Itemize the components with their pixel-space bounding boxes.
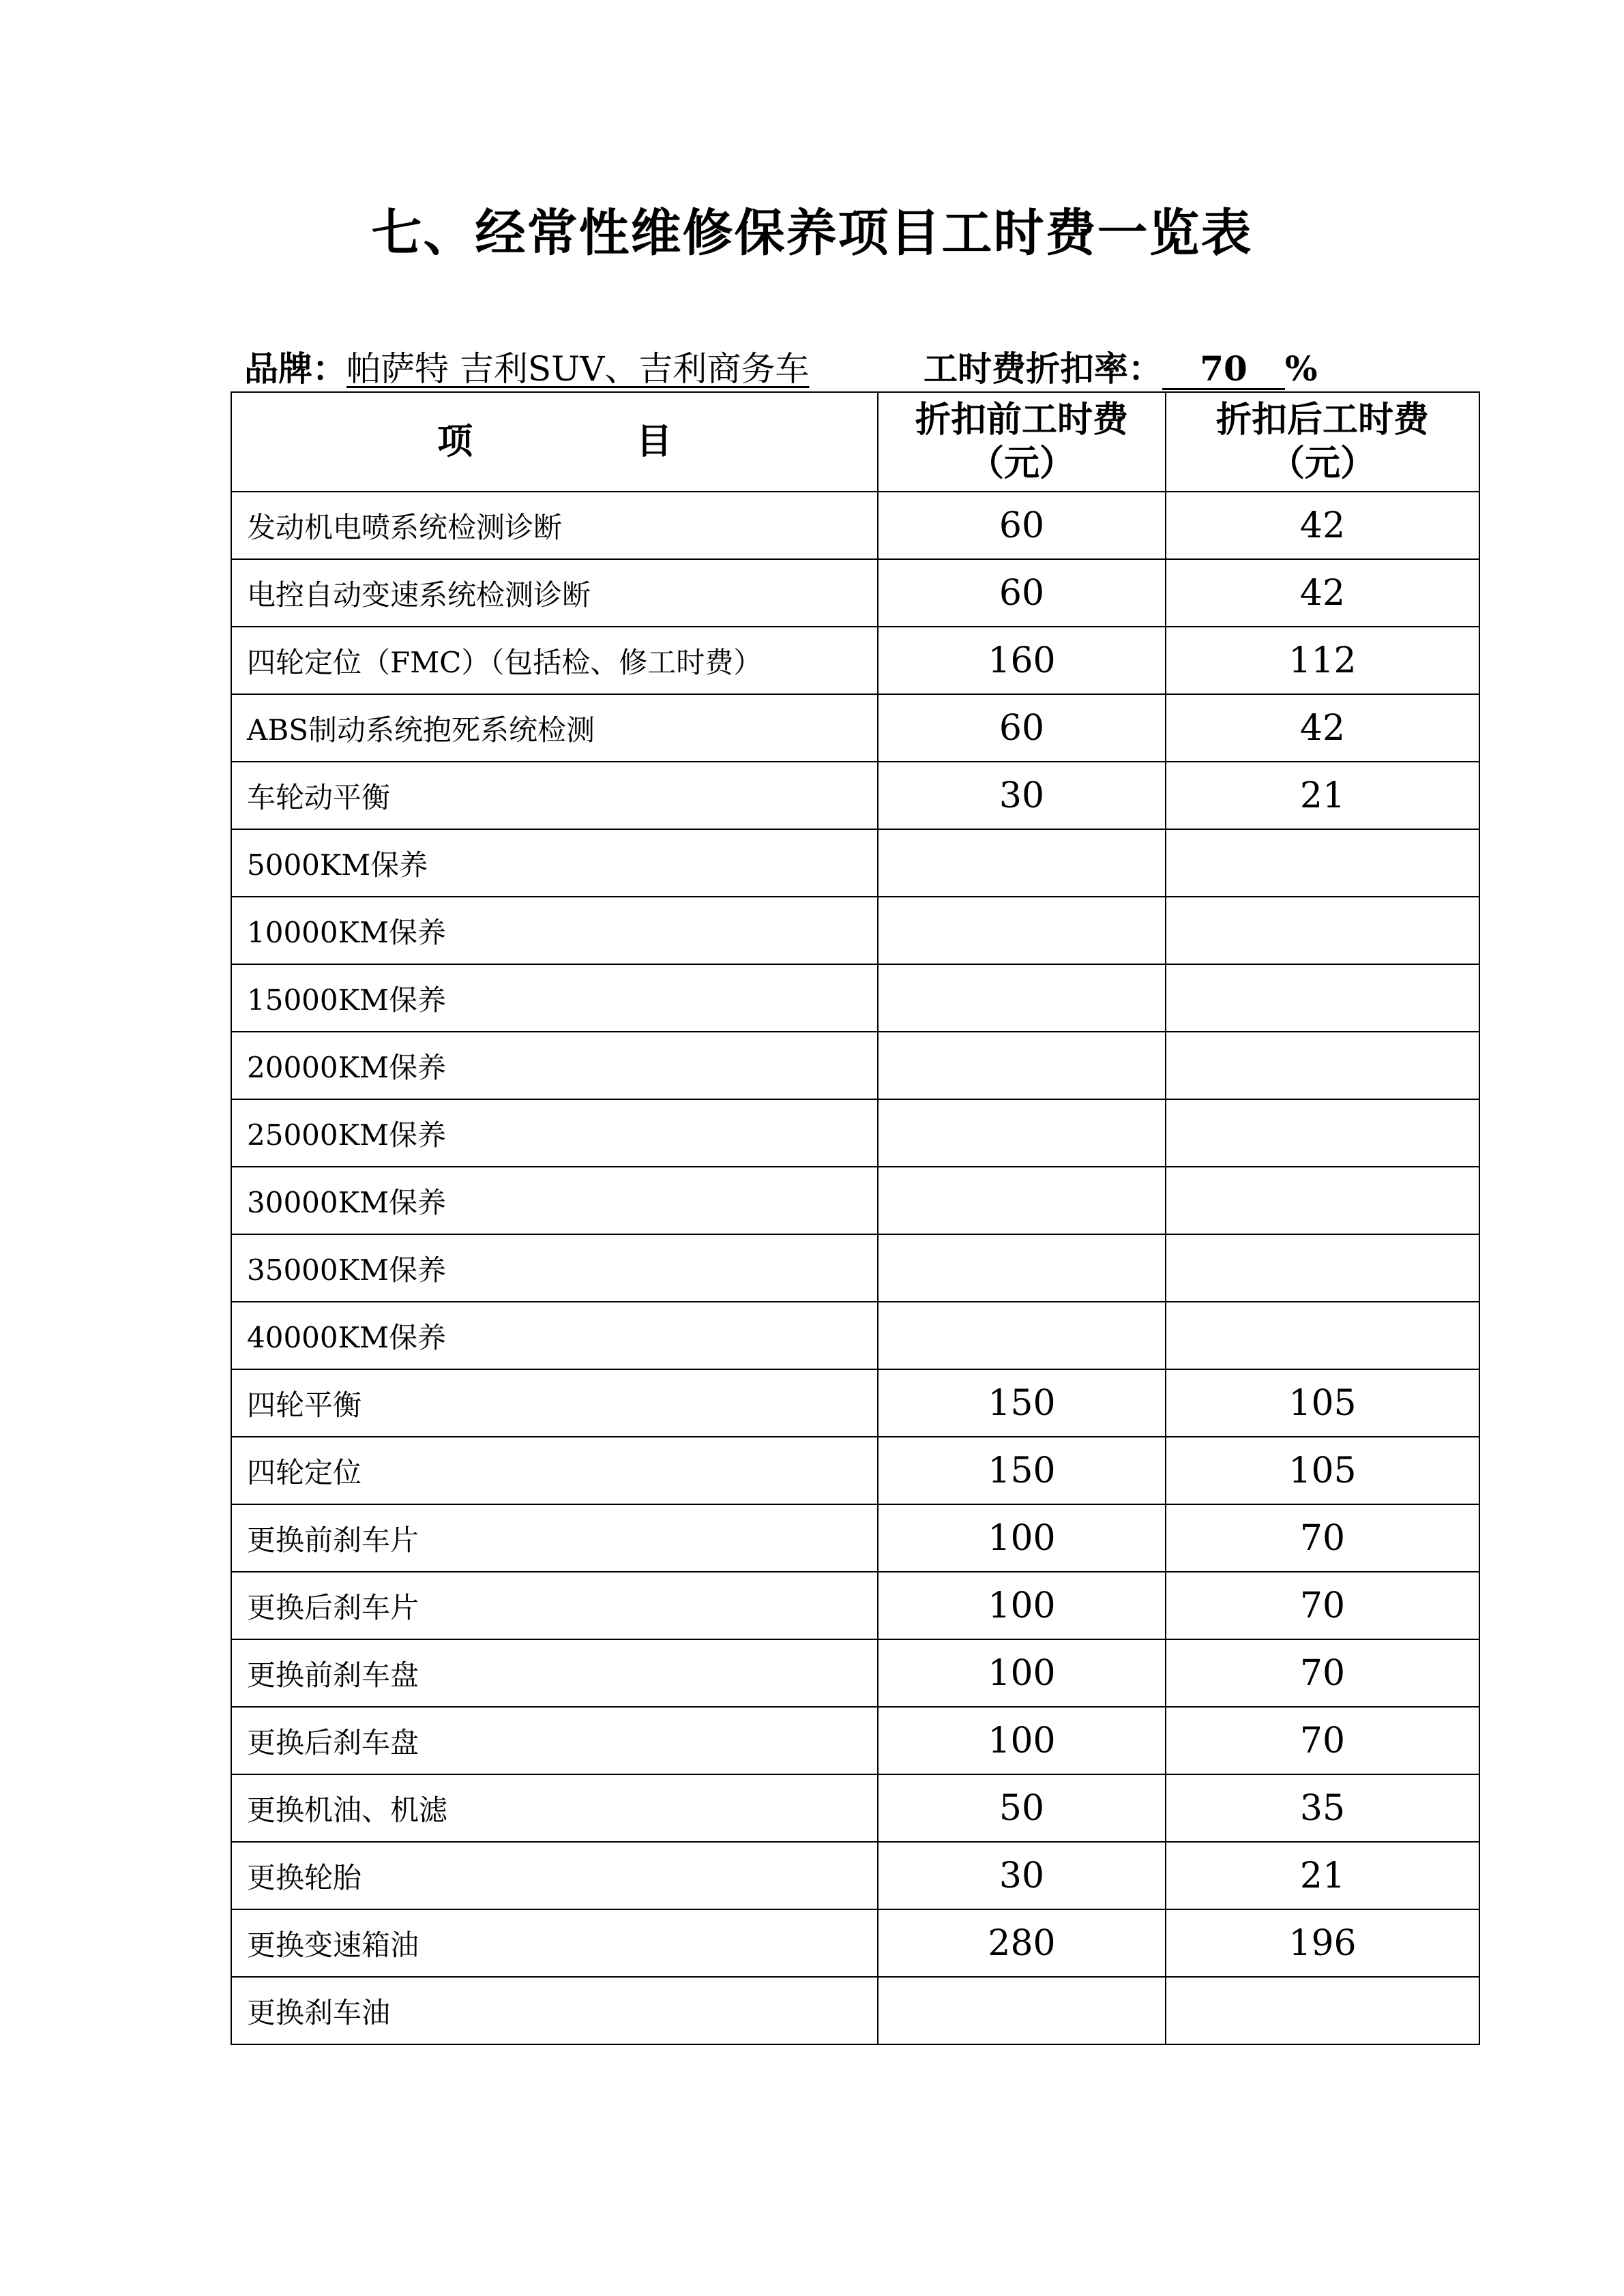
row-fee-before-cell: 30 <box>878 762 1166 829</box>
table-row <box>231 492 1479 559</box>
row-item-cell: 30000KM保养 <box>231 1167 878 1234</box>
header-item-label: 项目 <box>437 421 836 462</box>
row-item-cell: 更换机油、机滤 <box>231 1774 878 1842</box>
row-fee-after-cell: 70 <box>1166 1572 1479 1639</box>
row-fee-after-cell: 21 <box>1166 762 1479 829</box>
table-row <box>231 1977 1479 2044</box>
table-header-row <box>231 392 1479 492</box>
row-fee-before-cell: 100 <box>878 1639 1166 1707</box>
row-fee-before-cell: 30 <box>878 1842 1166 1909</box>
row-fee-before-cell <box>878 1032 1166 1099</box>
table-row <box>231 559 1479 627</box>
row-item-cell: 车轮动平衡 <box>231 762 878 829</box>
row-fee-before-cell <box>878 964 1166 1032</box>
table-row <box>231 1639 1479 1707</box>
row-fee-before-cell <box>878 829 1166 897</box>
row-item-cell: 5000KM保养 <box>231 829 878 897</box>
row-item-cell: 更换轮胎 <box>231 1842 878 1909</box>
row-fee-before-cell: 280 <box>878 1909 1166 1977</box>
row-item-cell: 更换前刹车片 <box>231 1504 878 1572</box>
row-fee-after-cell <box>1166 1977 1479 2044</box>
table-row <box>231 1302 1479 1369</box>
brand-info <box>244 345 809 393</box>
table-row <box>231 1032 1479 1099</box>
row-fee-after-cell <box>1166 1234 1479 1302</box>
row-fee-before-cell <box>878 897 1166 964</box>
row-fee-before-cell: 60 <box>878 694 1166 762</box>
row-item-cell: 发动机电喷系统检测诊断 <box>231 492 878 559</box>
row-item-cell: 四轮平衡 <box>231 1369 878 1437</box>
table-body <box>231 492 1479 2044</box>
header-fee-before-unit: （元） <box>968 443 1075 484</box>
header-fee-before-discount <box>878 392 1166 492</box>
row-item-cell: 更换变速箱油 <box>231 1909 878 1977</box>
brand-label: 品牌： <box>244 348 346 389</box>
discount-rate-unit: % <box>1285 348 1318 389</box>
row-fee-before-cell: 60 <box>878 492 1166 559</box>
row-fee-before-cell: 100 <box>878 1707 1166 1774</box>
table-row <box>231 1842 1479 1909</box>
header-fee-before-label: 折扣前工时费 <box>915 399 1128 441</box>
row-item-cell: 四轮定位（FMC）（包括检、修工时费） <box>231 627 878 694</box>
row-item-cell: 35000KM保养 <box>231 1234 878 1302</box>
row-fee-after-cell: 196 <box>1166 1909 1479 1977</box>
row-item-cell: 四轮定位 <box>231 1437 878 1504</box>
discount-rate-info <box>924 345 1318 393</box>
row-fee-after-cell <box>1166 829 1479 897</box>
labor-fee-table <box>231 391 1480 2045</box>
header-item <box>231 392 878 492</box>
table-row <box>231 1167 1479 1234</box>
row-fee-after-cell: 21 <box>1166 1842 1479 1909</box>
row-fee-before-cell: 60 <box>878 559 1166 627</box>
row-item-cell: 更换后刹车片 <box>231 1572 878 1639</box>
row-item-cell: 15000KM保养 <box>231 964 878 1032</box>
table-row <box>231 1909 1479 1977</box>
row-fee-after-cell <box>1166 1032 1479 1099</box>
row-fee-after-cell <box>1166 1099 1479 1167</box>
row-fee-after-cell: 105 <box>1166 1369 1479 1437</box>
row-fee-after-cell <box>1166 1302 1479 1369</box>
table-row <box>231 627 1479 694</box>
table-row <box>231 1369 1479 1437</box>
row-fee-after-cell <box>1166 897 1479 964</box>
row-fee-after-cell: 70 <box>1166 1707 1479 1774</box>
table-row <box>231 1437 1479 1504</box>
header-fee-after-label: 折扣后工时费 <box>1215 399 1429 441</box>
row-fee-after-cell: 42 <box>1166 492 1479 559</box>
page-title: 七、经常性维修保养项目工时费一览表 <box>371 204 1253 263</box>
row-fee-after-cell: 35 <box>1166 1774 1479 1842</box>
table-row <box>231 694 1479 762</box>
row-item-cell: 更换后刹车盘 <box>231 1707 878 1774</box>
table-row <box>231 1099 1479 1167</box>
table-row <box>231 1234 1479 1302</box>
discount-rate-value: 70 <box>1162 350 1285 390</box>
row-fee-after-cell: 42 <box>1166 559 1479 627</box>
row-item-cell: 25000KM保养 <box>231 1099 878 1167</box>
header-fee-after-discount <box>1166 392 1479 492</box>
row-fee-before-cell: 100 <box>878 1572 1166 1639</box>
row-fee-after-cell: 105 <box>1166 1437 1479 1504</box>
row-fee-before-cell: 150 <box>878 1437 1166 1504</box>
table-row <box>231 1572 1479 1639</box>
row-fee-before-cell: 150 <box>878 1369 1166 1437</box>
row-item-cell: 更换刹车油 <box>231 1977 878 2044</box>
row-fee-before-cell <box>878 1302 1166 1369</box>
table-row <box>231 964 1479 1032</box>
row-fee-before-cell <box>878 1099 1166 1167</box>
row-fee-before-cell: 160 <box>878 627 1166 694</box>
table-row <box>231 1504 1479 1572</box>
row-fee-before-cell: 50 <box>878 1774 1166 1842</box>
table-row <box>231 897 1479 964</box>
row-item-cell: 20000KM保养 <box>231 1032 878 1099</box>
row-fee-after-cell <box>1166 1167 1479 1234</box>
row-fee-after-cell <box>1166 964 1479 1032</box>
row-fee-before-cell <box>878 1234 1166 1302</box>
row-fee-before-cell <box>878 1167 1166 1234</box>
discount-rate-label: 工时费折扣率： <box>924 348 1162 389</box>
row-item-cell: 10000KM保养 <box>231 897 878 964</box>
row-fee-after-cell: 42 <box>1166 694 1479 762</box>
table-row <box>231 829 1479 897</box>
brand-value: 帕萨特 吉利SUV、吉利商务车 <box>346 349 810 389</box>
row-fee-after-cell: 70 <box>1166 1504 1479 1572</box>
row-fee-before-cell <box>878 1977 1166 2044</box>
row-fee-before-cell: 100 <box>878 1504 1166 1572</box>
row-fee-after-cell: 70 <box>1166 1639 1479 1707</box>
header-fee-after-unit: （元） <box>1269 443 1376 484</box>
row-item-cell: ABS制动系统抱死系统检测 <box>231 694 878 762</box>
row-fee-after-cell: 112 <box>1166 627 1479 694</box>
table-row <box>231 1707 1479 1774</box>
row-item-cell: 更换前刹车盘 <box>231 1639 878 1707</box>
table-row <box>231 762 1479 829</box>
row-item-cell: 40000KM保养 <box>231 1302 878 1369</box>
row-item-cell: 电控自动变速系统检测诊断 <box>231 559 878 627</box>
table-row <box>231 1774 1479 1842</box>
